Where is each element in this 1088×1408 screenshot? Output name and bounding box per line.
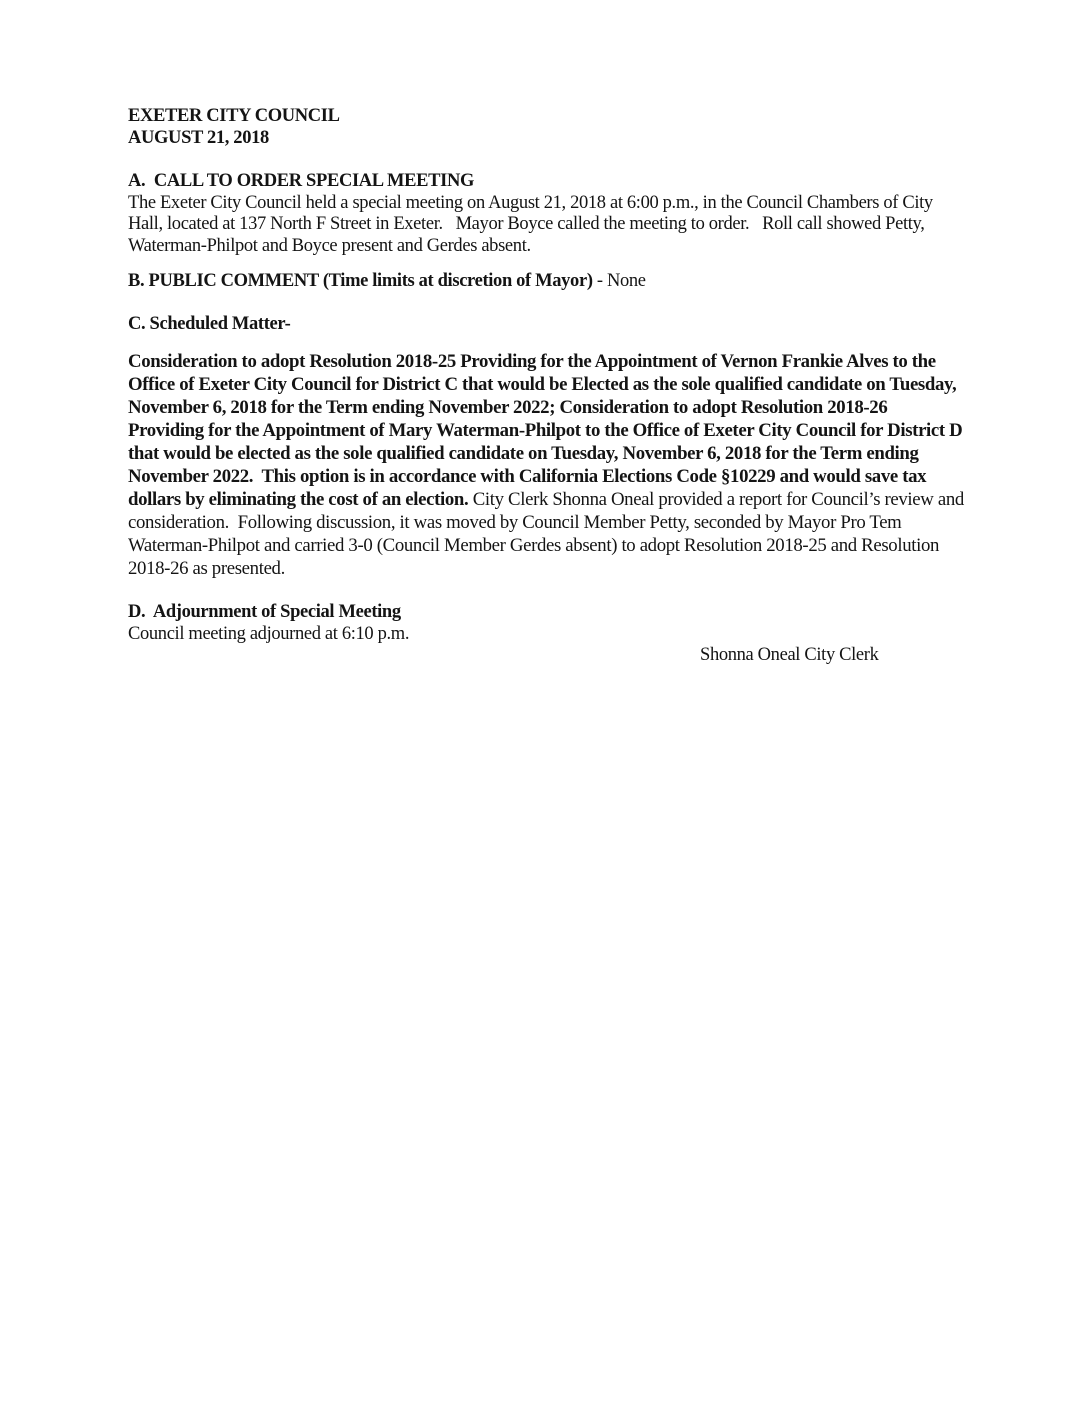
section-d-body: Council meeting adjourned at 6:10 p.m.	[128, 623, 410, 644]
document-header	[128, 106, 964, 149]
section-c-heading: C. Scheduled Matter-	[128, 313, 291, 334]
section-c-action-text: City Clerk Shonna Oneal provided a report for Council’s review and consideration. Following discussion, it was moved by Council Member Petty, seconded by Mayor Pro Tem Waterman-Philpot and carried 3-0 (Council Member Gerdes absent) to adopt Resolution 2018-25 and Resolution 2018-26 as presented.	[128, 489, 969, 579]
section-a-body: The Exeter City Council held a special meeting on August 21, 2018 at 6:00 p.m., in the Council Chambers of City Hall, located at 137 North F Street in Exeter. Mayor Boyce called the meeting to order. Roll call showed Petty, Waterman-Philpot and Boyce present and Gerdes absent.	[128, 192, 938, 256]
organization-name: EXETER CITY COUNCIL	[128, 106, 340, 126]
section-b-heading-label: B. PUBLIC COMMENT (Time limits at discretion of Mayor)	[128, 271, 593, 291]
meeting-minutes	[128, 106, 969, 667]
section-a-heading: A. CALL TO ORDER SPECIAL MEETING	[128, 171, 475, 191]
section-b-heading	[128, 271, 964, 293]
meeting-date: AUGUST 21, 2018	[128, 127, 269, 148]
section-c-resolution-text: Consideration to adopt Resolution 2018-25 Providing for the Appointment of Vernon Frankie Alves to the Office of Exeter City Council for District C that would be Elected as the sole qualified candidate on Tuesday, November 6, 2018 for the Term ending November 2022; Consideration to adopt Resolution 2018-26 Providing for the Appointment of Mary Waterman-Philpot to the Office of Exeter City Council for District D that would be elected as the sole qualified candidate on Tuesday, November 6, 2018 for the Term ending November 2022. This option is in accordance with California Elections Code §10229 and would save tax dollars by eliminating the cost of an election.	[128, 351, 967, 510]
section-b-heading-suffix: - None	[592, 271, 646, 291]
clerk-signature: Shonna Oneal City Clerk	[700, 645, 879, 665]
section-c-body	[128, 350, 969, 580]
section-d-heading: D. Adjournment of Special Meeting	[128, 602, 401, 622]
